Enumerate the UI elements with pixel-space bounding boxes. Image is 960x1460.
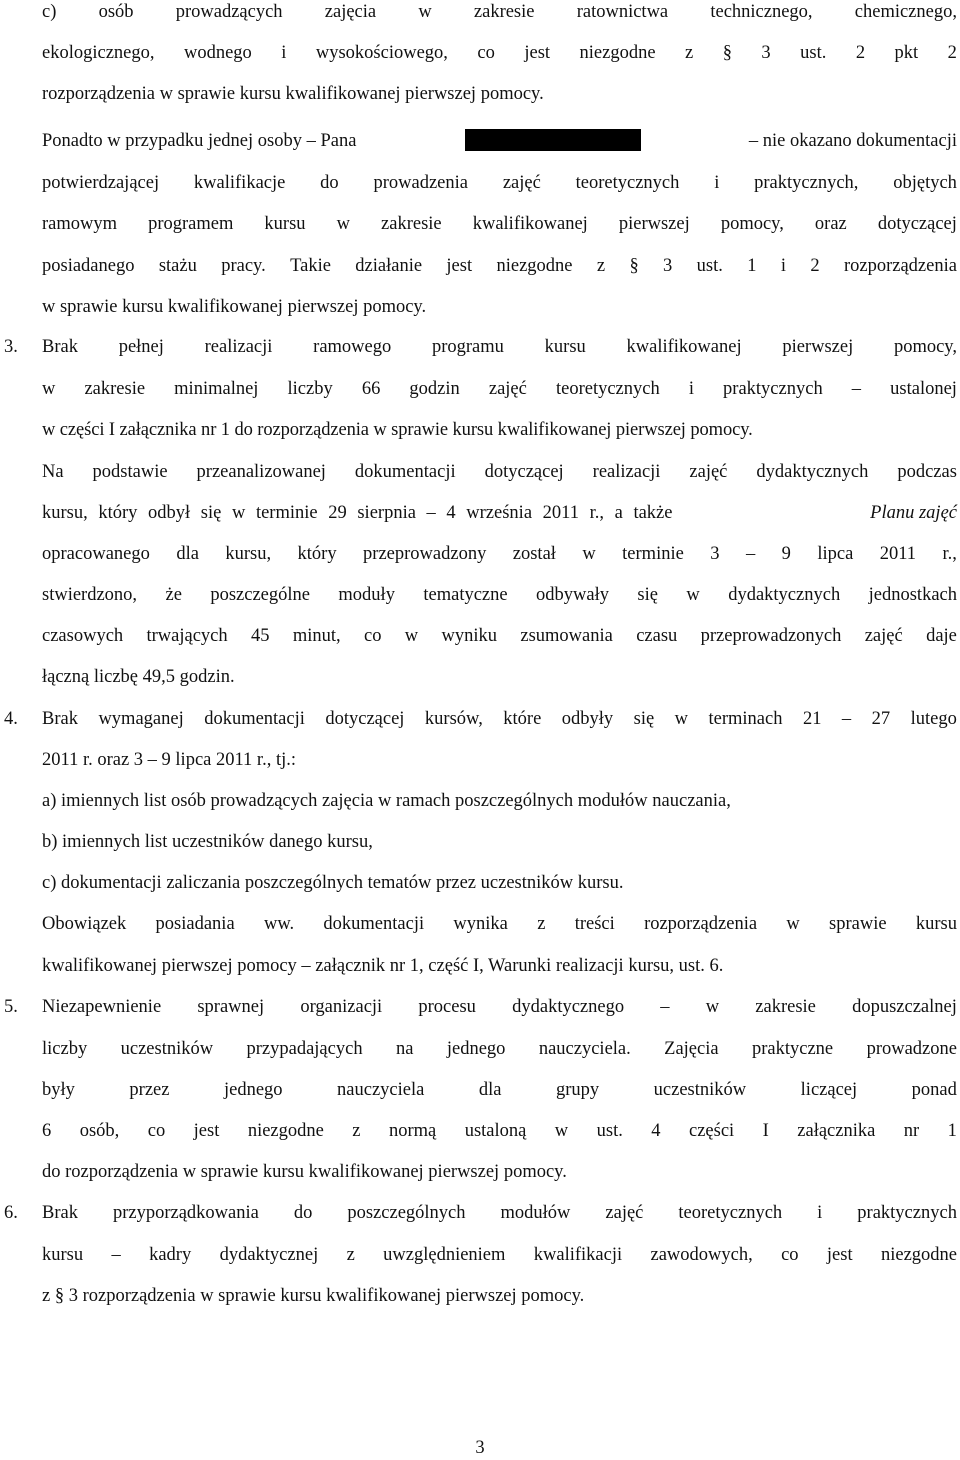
ponadto-line-4: posiadanego stażu pracy. Takie działanie jest niezgodne z § 3 ust. 1 i 2 rozporządzenia (42, 256, 957, 276)
item6-line-3: z § 3 rozporządzenia w sprawie kursu kwalifikowanej pierwszej pomocy. (42, 1286, 585, 1306)
item5-line-2: liczby uczestników przypadających na jednego nauczyciela. Zajęcia praktyczne prowadzone (42, 1039, 957, 1059)
item4-line-a: a) imiennych list osób prowadzących zajęcia w ramach poszczególnych modułów nauczania, (42, 791, 731, 811)
item5-line-4: 6 osób, co jest niezgodne z normą ustaloną w ust. 4 części I załącznika nr 1 (42, 1121, 957, 1141)
item3-line-5-text: kursu, który odbył się w terminie 29 sierpnia – 4 września 2011 r., a także (42, 503, 673, 523)
item3-line-7: stwierdzono, że poszczególne moduły tematyczne odbywały się w dydaktycznych jednostkach (42, 585, 957, 605)
item5-line-3: były przez jednego nauczyciela dla grupy uczestników liczącej ponad (42, 1080, 957, 1100)
ponadto-line-2: potwierdzającej kwalifikacje do prowadzenia zajęć teoretycznych i praktycznych, objętych (42, 173, 957, 193)
ponadto-text-before: Ponadto w przypadku jednej osoby – Pana (42, 131, 357, 151)
item5-line-5: do rozporządzenia w sprawie kursu kwalifikowanej pierwszej pomocy. (42, 1162, 567, 1182)
item5-line-1: Niezapewnienie sprawnej organizacji procesu dydaktycznego – w zakresie dopuszczalnej (42, 997, 957, 1017)
item4-line-7: kwalifikowanej pierwszej pomocy – załącznik nr 1, część I, Warunki realizacji kursu, ust. 6. (42, 956, 724, 976)
item3-line-3: w części I załącznika nr 1 do rozporządzenia w sprawie kursu kwalifikowanej pierwszej pomocy. (42, 420, 753, 440)
item3-line-9: łączną liczbę 49,5 godzin. (42, 667, 235, 687)
redaction-block (465, 129, 641, 151)
item3-number: 3. (4, 337, 18, 357)
ponadto-line-1 (42, 129, 957, 153)
item5-number: 5. (4, 997, 18, 1017)
plan-zajec-italic: Planu zajęć (870, 503, 957, 523)
item4-number: 4. (4, 709, 18, 729)
item3-line-2: w zakresie minimalnej liczby 66 godzin zajęć teoretycznych i praktycznych – ustalonej (42, 379, 957, 399)
item4-line-2: 2011 r. oraz 3 – 9 lipca 2011 r., tj.: (42, 750, 296, 770)
item3-line-8: czasowych trwających 45 minut, co w wyniku zsumowania czasu przeprowadzonych zajęć daje (42, 626, 957, 646)
item4-line-6: Obowiązek posiadania ww. dokumentacji wynika z treści rozporządzenia w sprawie kursu (42, 914, 957, 934)
ponadto-line-3: ramowym programem kursu w zakresie kwalifikowanej pierwszej pomocy, oraz dotyczącej (42, 214, 957, 234)
item3-line-1: Brak pełnej realizacji ramowego programu kursu kwalifikowanej pierwszej pomocy, (42, 337, 957, 357)
item4-line-b: b) imiennych list uczestników danego kursu, (42, 832, 373, 852)
item3-line-6: opracowanego dla kursu, który przeprowadzony został w terminie 3 – 9 lipca 2011 r., (42, 544, 957, 564)
item6-number: 6. (4, 1203, 18, 1223)
item4-line-1: Brak wymaganej dokumentacji dotyczącej kursów, które odbyły się w terminach 21 – 27 lutego (42, 709, 957, 729)
item2c-line-2: ekologicznego, wodnego i wysokościowego, co jest niezgodne z § 3 ust. 2 pkt 2 (42, 43, 957, 63)
item2c-line-1: c) osób prowadzących zajęcia w zakresie ratownictwa technicznego, chemicznego, (42, 2, 957, 22)
item3-line-4: Na podstawie przeanalizowanej dokumentacji dotyczącej realizacji zajęć dydaktycznych podczas (42, 462, 957, 482)
page-number: 3 (475, 1438, 485, 1458)
item2c-line-3: rozporządzenia w sprawie kursu kwalifikowanej pierwszej pomocy. (42, 84, 544, 104)
item6-line-1: Brak przyporządkowania do poszczególnych modułów zajęć teoretycznych i praktycznych (42, 1203, 957, 1223)
ponadto-line-5: w sprawie kursu kwalifikowanej pierwszej pomocy. (42, 297, 427, 317)
item4-line-c: c) dokumentacji zaliczania poszczególnych tematów przez uczestników kursu. (42, 873, 624, 893)
item6-line-2: kursu – kadry dydaktycznej z uwzględnieniem kwalifikacji zawodowych, co jest niezgodne (42, 1245, 957, 1265)
item3-line-5 (42, 501, 957, 525)
ponadto-text-after: – nie okazano dokumentacji (748, 131, 957, 151)
